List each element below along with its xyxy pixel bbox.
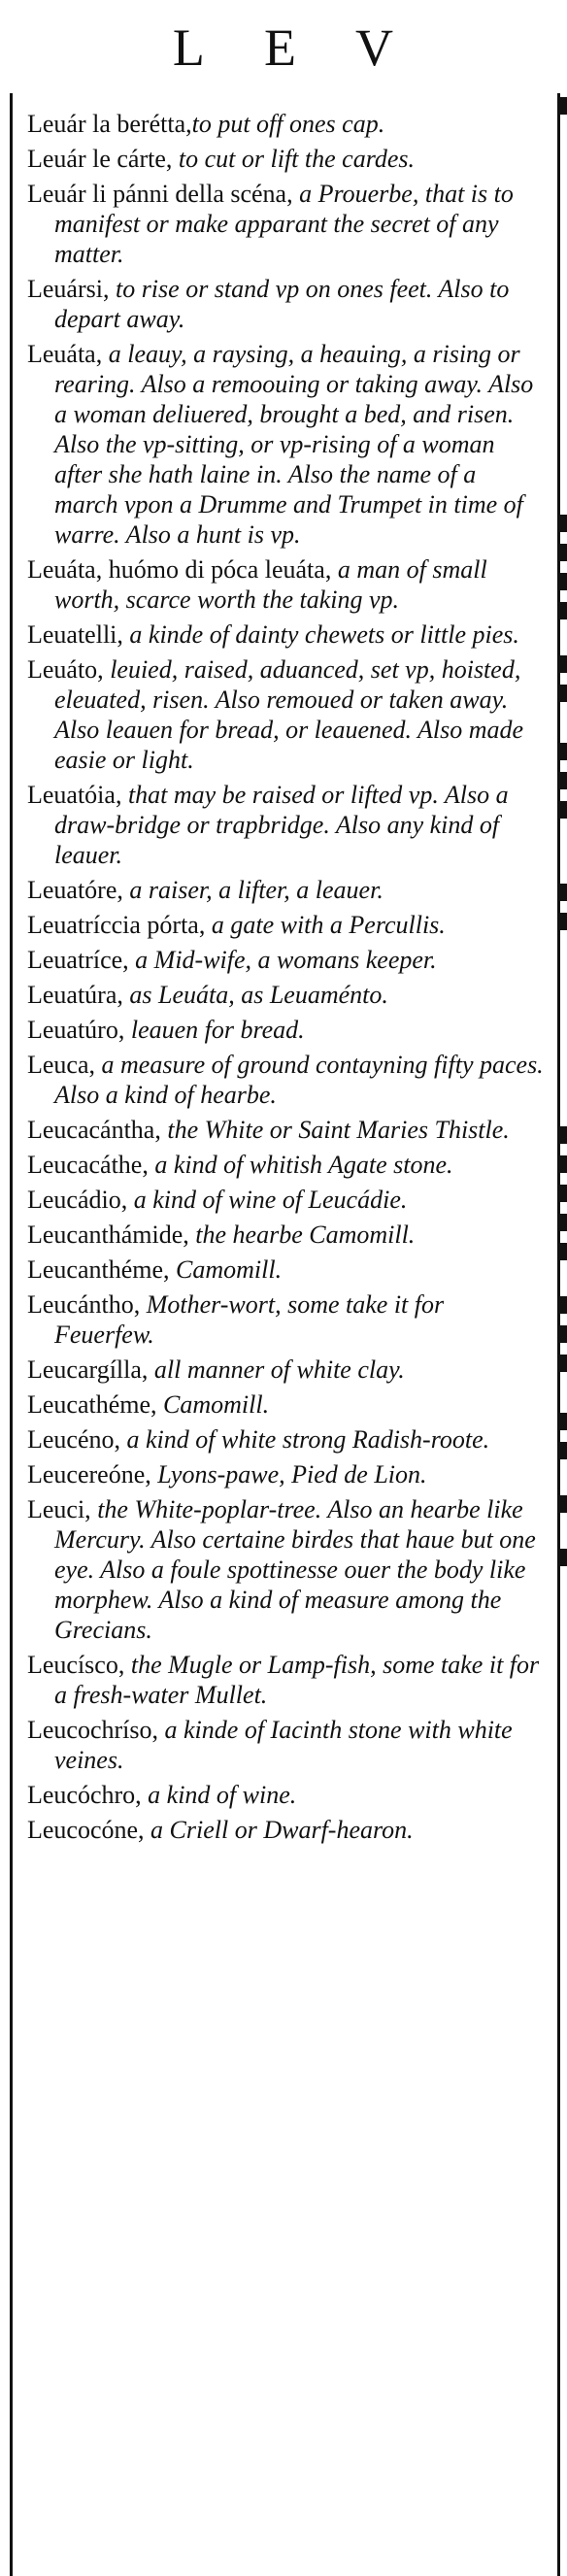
entry-headword: Leucéno, bbox=[27, 1425, 121, 1454]
header-letter: E bbox=[263, 18, 298, 77]
dictionary-entry bbox=[27, 780, 544, 870]
margin-glyph bbox=[560, 1413, 567, 1430]
entry-headword: Leucereóne, bbox=[27, 1460, 151, 1489]
entry-definition: as Leuáta, as Leuaménto. bbox=[122, 981, 388, 1009]
margin-glyph bbox=[560, 602, 567, 619]
entry-headword: Leuatúra, bbox=[27, 981, 123, 1009]
margin-glyph bbox=[560, 913, 567, 930]
margin-glyph bbox=[560, 1296, 567, 1314]
margin-glyph bbox=[560, 743, 567, 760]
adjacent-column-edge bbox=[560, 97, 567, 2525]
entry-headword: Leuársi, bbox=[27, 275, 110, 303]
entry-headword: Leuatelli, bbox=[27, 620, 123, 649]
entry-headword: Leuatríce, bbox=[27, 946, 129, 974]
dictionary-entry bbox=[27, 1459, 544, 1489]
margin-glyph bbox=[560, 573, 567, 590]
entry-headword: Leucathéme, bbox=[27, 1390, 157, 1419]
dictionary-entry bbox=[27, 1355, 544, 1385]
entry-headword: Leucóchro, bbox=[27, 1781, 142, 1809]
margin-glyph bbox=[560, 801, 567, 819]
entry-headword: Leucanthámide, bbox=[27, 1221, 189, 1249]
entry-definition: the White or Saint Maries Thistle. bbox=[160, 1116, 510, 1144]
dictionary-entry bbox=[27, 554, 544, 615]
page-header bbox=[0, 17, 567, 85]
entry-definition: a Prouerbe, that is to manifest or make apparant the secret of any matter. bbox=[54, 180, 514, 268]
margin-glyph bbox=[560, 655, 567, 673]
entry-headword: Leucísco, bbox=[27, 1651, 125, 1679]
entry-definition: to rise or stand vp on ones feet. Also to depart away. bbox=[54, 275, 510, 333]
dictionary-entry bbox=[27, 910, 544, 940]
entry-headword: Leuatúro, bbox=[27, 1016, 125, 1044]
dictionary-entry bbox=[27, 1050, 544, 1110]
dictionary-entry bbox=[27, 654, 544, 775]
header-letter: L bbox=[172, 18, 206, 77]
dictionary-entry bbox=[27, 875, 544, 905]
dictionary-entry bbox=[27, 1780, 544, 1810]
entry-definition: a kind of wine of Leucádie. bbox=[127, 1186, 408, 1214]
margin-glyph bbox=[560, 1155, 567, 1173]
entry-headword: Leuár li pánni della scéna, bbox=[27, 180, 293, 208]
entry-definition: Camomill. bbox=[169, 1255, 283, 1284]
dictionary-entry bbox=[27, 1815, 544, 1845]
entry-headword: Leucántho, bbox=[27, 1290, 141, 1319]
entry-headword: Leuáto, bbox=[27, 655, 104, 684]
entry-definition: that may be raised or lifted vp. Also a draw-bridge or trapbridge. Also any kind of leauer. bbox=[54, 781, 509, 869]
margin-glyph bbox=[560, 1355, 567, 1372]
entry-definition: a kind of white strong Radish-roote. bbox=[120, 1425, 490, 1454]
dictionary-entry bbox=[27, 1289, 544, 1350]
margin-glyph bbox=[560, 1325, 567, 1343]
entry-definition: Camomill. bbox=[156, 1390, 270, 1419]
entry-definition: the Mugle or Lamp-fish, some take it for a fresh-water Mullet. bbox=[54, 1651, 540, 1709]
dictionary-entry bbox=[27, 339, 544, 550]
left-column-rule bbox=[10, 93, 13, 2576]
margin-glyph bbox=[560, 1185, 567, 1202]
dictionary-entry bbox=[27, 1389, 544, 1420]
margin-glyph bbox=[560, 772, 567, 789]
dictionary-entry bbox=[27, 1255, 544, 1285]
margin-glyph bbox=[560, 515, 567, 532]
entry-headword: Leuatóia, bbox=[27, 781, 122, 809]
entry-column bbox=[27, 109, 544, 1850]
entry-definition: to cut or lift the cardes. bbox=[172, 145, 416, 173]
entry-headword: Leucargílla, bbox=[27, 1355, 149, 1384]
entry-definition: a leauy, a raysing, a heauing, a rising or rearing. Also a remoouing or taking away. Also a woman deliuered, brought a bed, and risen. Also the vp-sitting, or vp-rising of a woman after she hath laine in. Also the name of a march vpon a Drumme and Trumpet in time of warre. Also a hunt is vp. bbox=[54, 340, 534, 549]
entry-definition: a man of small worth, scarce worth the taking vp. bbox=[54, 555, 487, 614]
entry-definition: a kinde of dainty chewets or little pies. bbox=[122, 620, 519, 649]
margin-glyph bbox=[560, 544, 567, 561]
entry-definition: the White-poplar-tree. Also an hearbe like Mercury. Also certaine birdes that haue but one eye. Also a foule spottinesse ouer the body like morphew. Also a kind of measure among the Grecians. bbox=[54, 1495, 536, 1644]
margin-glyph bbox=[560, 97, 567, 115]
dictionary-entry bbox=[27, 1150, 544, 1180]
entry-headword: Leuatríccia pórta, bbox=[27, 911, 206, 939]
entry-headword: Leucádio, bbox=[27, 1186, 128, 1214]
dictionary-entry bbox=[27, 1220, 544, 1250]
header-letter: V bbox=[355, 18, 395, 77]
entry-headword: Leucanthéme, bbox=[27, 1255, 170, 1284]
dictionary-entry bbox=[27, 1015, 544, 1045]
entry-headword: Leucacántha, bbox=[27, 1116, 161, 1144]
dictionary-entry bbox=[27, 144, 544, 174]
dictionary-entry bbox=[27, 980, 544, 1010]
entry-definition: a Mid-wife, a womans keeper. bbox=[128, 946, 437, 974]
entry-definition: to put off ones cap. bbox=[191, 110, 385, 138]
dictionary-entry bbox=[27, 945, 544, 975]
dictionary-entry bbox=[27, 619, 544, 650]
entry-definition: a Criell or Dwarf-hearon. bbox=[144, 1816, 414, 1844]
margin-glyph bbox=[560, 1442, 567, 1459]
entry-definition: leuied, raised, aduanced, set vp, hoisted, eleuated, risen. Also remoued or taken away. Also leauen for bread, or leauened. Also made easie or light. bbox=[54, 655, 524, 774]
entry-headword: Leucacáthe, bbox=[27, 1151, 149, 1179]
margin-glyph bbox=[560, 1126, 567, 1144]
margin-glyph bbox=[560, 1495, 567, 1513]
margin-glyph bbox=[560, 1214, 567, 1231]
dictionary-entry bbox=[27, 1185, 544, 1215]
dictionary-entry bbox=[27, 1650, 544, 1710]
entry-definition: leauen for bread. bbox=[124, 1016, 305, 1044]
dictionary-entry bbox=[27, 274, 544, 334]
entry-headword: Leuatóre, bbox=[27, 876, 123, 904]
margin-glyph bbox=[560, 1549, 567, 1566]
entry-headword: Leuár la berétta, bbox=[27, 110, 192, 138]
margin-glyph bbox=[560, 884, 567, 901]
entry-headword: Leuca, bbox=[27, 1051, 96, 1079]
entry-definition: a raiser, a lifter, a leauer. bbox=[122, 876, 384, 904]
entry-definition: a measure of ground contayning fifty paces. Also a kind of hearbe. bbox=[54, 1051, 544, 1109]
entry-definition: Mother-wort, some take it for Feuerfew. bbox=[54, 1290, 445, 1349]
dictionary-entry bbox=[27, 1715, 544, 1775]
entry-headword: Leucochríso, bbox=[27, 1716, 159, 1744]
dictionary-entry bbox=[27, 1115, 544, 1145]
margin-glyph bbox=[560, 1243, 567, 1260]
entry-definition: Lyons-pawe, Pied de Lion. bbox=[150, 1460, 427, 1489]
entry-definition: all manner of white clay. bbox=[148, 1355, 405, 1384]
entry-definition: the hearbe Camomill. bbox=[188, 1221, 416, 1249]
dictionary-entry bbox=[27, 109, 544, 139]
margin-glyph bbox=[560, 685, 567, 702]
entry-headword: Leucocóne, bbox=[27, 1816, 145, 1844]
entry-definition: a gate with a Percullis. bbox=[205, 911, 446, 939]
dictionary-entry bbox=[27, 179, 544, 269]
entry-headword: Leuáta, bbox=[27, 340, 103, 368]
entry-definition: a kinde of Iacinth stone with white veines. bbox=[54, 1716, 513, 1774]
dictionary-entry bbox=[27, 1424, 544, 1455]
entry-headword: Leuci, bbox=[27, 1495, 91, 1523]
entry-headword: Leuáta, huómo di póca leuáta, bbox=[27, 555, 332, 584]
entry-headword: Leuár le cárte, bbox=[27, 145, 173, 173]
entry-definition: a kind of whitish Agate stone. bbox=[148, 1151, 453, 1179]
entry-definition: a kind of wine. bbox=[141, 1781, 297, 1809]
dictionary-entry bbox=[27, 1494, 544, 1645]
